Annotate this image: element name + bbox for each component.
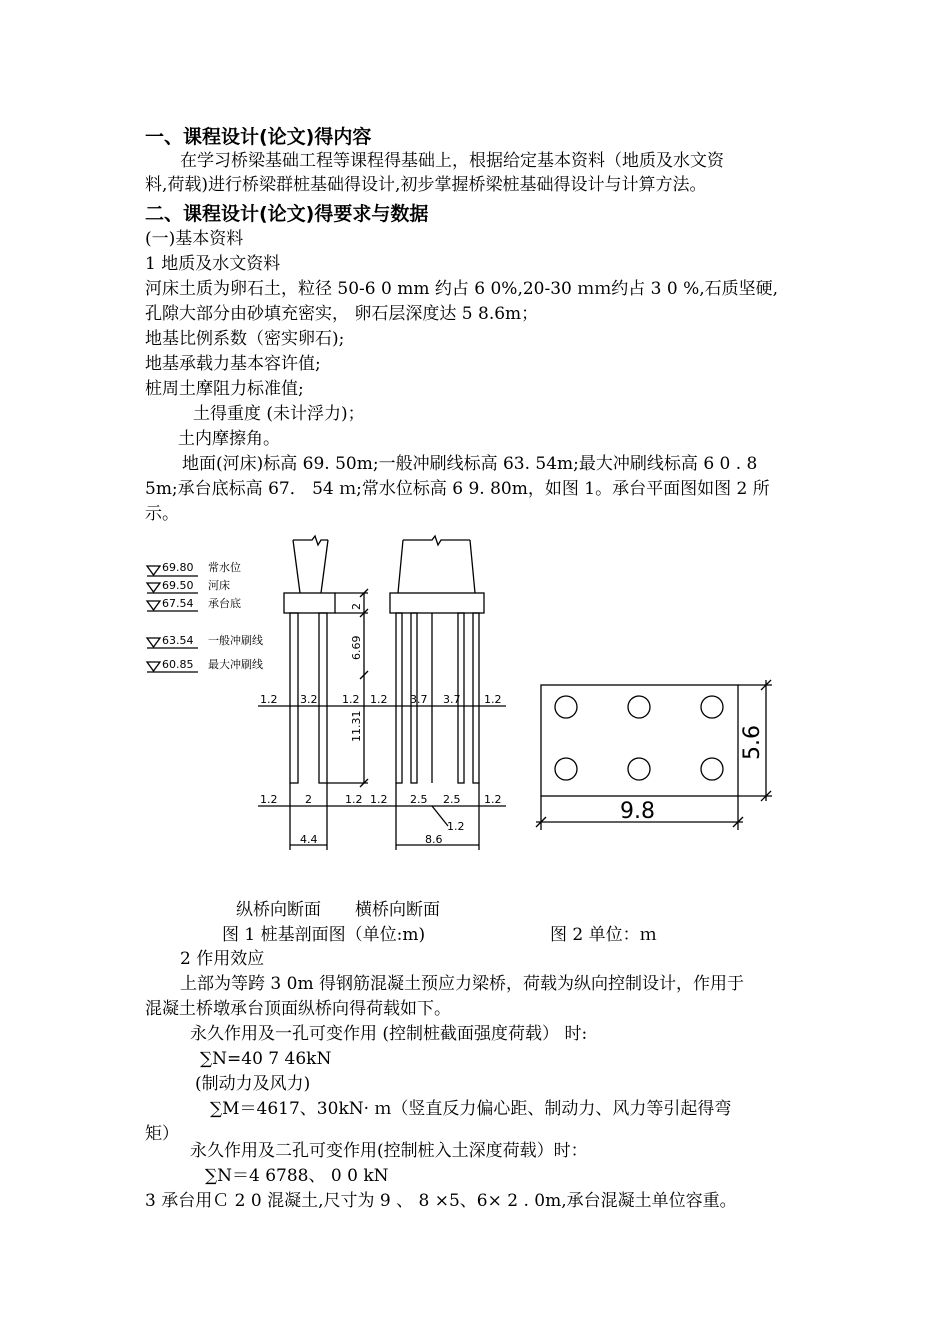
dim-label: 2	[350, 603, 363, 610]
formula-line: ∑N=40 7 46kN	[200, 1049, 332, 1069]
dim-label: 1.2	[260, 693, 278, 706]
level-label: 承台底	[208, 597, 241, 610]
plan-width-label: 9.8	[620, 799, 655, 824]
paragraph-line: 料,荷载)进行桥梁群桩基础得设计,初步掌握桥梁桩基础得设计与计算方法。	[145, 175, 707, 195]
dim-label: 3.2	[300, 693, 318, 706]
dim-label: 1.2	[447, 820, 465, 833]
dim-label: 3.7	[410, 693, 428, 706]
geology-line: 土得重度 (未计浮力)；	[193, 404, 365, 424]
plan-height-label: 5.6	[740, 725, 765, 760]
dim-label: 1.2	[370, 793, 388, 806]
geology-line: 土内摩擦角。	[178, 429, 280, 449]
formula-line: ∑M＝4617、30kN· ｍ（竖直反力偏心距、制动力、风力等引起得弯	[210, 1099, 732, 1119]
geology-line: 孔隙大部分由砂填充密实， 卵石层深度达 5 8.6m；	[145, 304, 539, 324]
dim-label: 4.4	[300, 833, 318, 846]
dim-label: 1.2	[484, 693, 502, 706]
actions-line: 上部为等跨 3 0m 得钢筋混凝土预应力梁桥，荷载为纵向控制设计，作用于	[180, 974, 744, 994]
dim-label: 3.7	[443, 693, 461, 706]
geology-line: 地基比例系数（密实卵石);	[145, 329, 345, 349]
actions-line: (制动力及风力)	[195, 1074, 311, 1094]
actions-line: 永久作用及二孔可变作用(控制桩入土深度荷载）时：	[190, 1141, 588, 1161]
figure-1-caption: 图 1 桩基剖面图（单位:m)	[222, 925, 426, 945]
subheading-basic-data: (一)基本资料	[145, 229, 244, 249]
dim-label: 2	[305, 793, 312, 806]
dim-label: 2.5	[443, 793, 461, 806]
actions-line: 矩）	[145, 1124, 179, 1144]
level-label: 河床	[208, 579, 230, 592]
section-label-longitudinal: 纵桥向断面	[236, 900, 321, 920]
level-label: 最大冲刷线	[208, 658, 263, 671]
geology-line: 地面(河床)标高 69. 50m;一般冲刷线标高 63. 54m;最大冲刷线标高 6 0 . 8	[182, 454, 758, 474]
geology-line: 桩周土摩阻力标准值;	[145, 379, 304, 399]
dim-label: 6.69	[350, 635, 363, 660]
level-value: 63.54	[162, 634, 194, 647]
level-value: 69.50	[162, 579, 194, 592]
dim-label: 1.2	[260, 793, 278, 806]
level-label: 常水位	[208, 561, 241, 574]
geology-line: 河床土质为卵石土，粒径 50-6 0 mm 约占 6 0%,20-30 ｍｍ约占 3 0 %,石质坚硬,	[145, 279, 779, 299]
heading-section-1: 一、课程设计(论文)得内容	[145, 126, 372, 148]
heading-section-2: 二、课程设计(论文)得要求与数据	[145, 203, 429, 225]
dim-label: 1.2	[484, 793, 502, 806]
paragraph-line: 在学习桥梁基础工程等课程得基础上，根据给定基本资料（地质及水文资	[180, 151, 724, 171]
level-label: 一般冲刷线	[208, 634, 263, 647]
actions-line: 永久作用及一孔可变作用 (控制桩截面强度荷载） 时:	[190, 1024, 588, 1044]
dim-label: 2.5	[410, 793, 428, 806]
geology-line: 示。	[145, 504, 179, 524]
geology-line: 地基承载力基本容许值;	[145, 354, 321, 374]
dim-label: 1.2	[370, 693, 388, 706]
actions-line: 混凝土桥墩承台顶面纵桥向得荷载如下。	[145, 999, 451, 1019]
level-value: 60.85	[162, 658, 194, 671]
level-value: 69.80	[162, 561, 194, 574]
actions-line: 3 承台用Ｃ 2 0 混凝土,尺寸为 9 、 8 ×5、6× 2 . 0m,承台混凝土单位容重。	[145, 1191, 737, 1211]
level-value: 67.54	[162, 597, 194, 610]
dim-label: 1.2	[342, 693, 360, 706]
formula-line: ∑N＝4 6788、 0 0 kN	[205, 1166, 389, 1186]
item-geology: 1 地质及水文资料	[145, 254, 281, 274]
item-actions: 2 作用效应	[180, 949, 265, 969]
dim-label: 11.31	[350, 710, 363, 742]
geology-line: 5m;承台底标高 67． 54 ｍ;常水位标高 6 9. 80m，如图 1。承台平面图如图 2 所	[145, 479, 770, 499]
dim-label: 1.2	[345, 793, 363, 806]
figure-2-caption: 图 2 单位：ｍ	[550, 925, 657, 945]
dim-label: 8.6	[425, 833, 443, 846]
section-label-transverse: 横桥向断面	[355, 900, 440, 920]
